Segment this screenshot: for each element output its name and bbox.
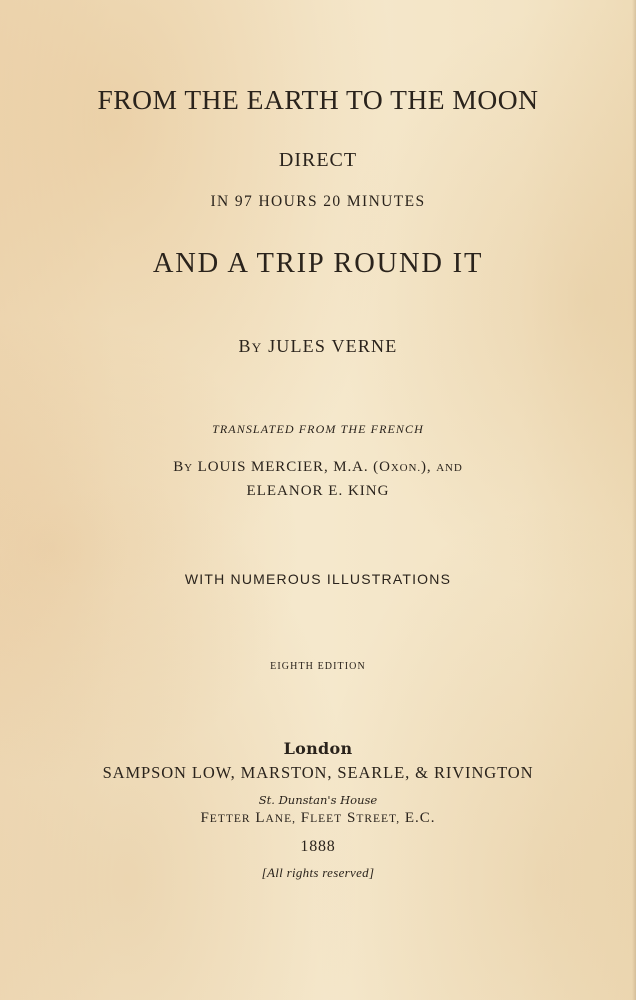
- street-part-5: E.C.: [404, 810, 436, 826]
- translator-1-name: LOUIS MERCIER, M.A. (: [197, 459, 380, 475]
- book-title: FROM THE EARTH TO THE MOON: [97, 84, 539, 115]
- translator-line-1: [0, 460, 636, 475]
- translator-1-close: ),: [421, 459, 432, 475]
- street-part-2-rest: ANE,: [265, 813, 297, 825]
- book-subtitle-direct: DIRECT: [278, 149, 358, 171]
- author-prefix-first: B: [238, 336, 252, 356]
- translator-1-degree-first: O: [379, 459, 391, 475]
- publication-year: 1888: [300, 838, 336, 855]
- street-part-3-first: F: [300, 810, 311, 826]
- journey-duration: IN 97 HOURS 20 MINUTES: [210, 193, 426, 210]
- street-part-4-rest: TREET,: [356, 813, 401, 825]
- illustrations-note: WITH NUMEROUS ILLUSTRATIONS: [184, 571, 452, 587]
- translator-2-name: ELEANOR E. KING: [246, 483, 390, 499]
- book-subtitle-trip: AND A TRIP ROUND IT: [152, 248, 484, 279]
- street-part-4-first: S: [346, 810, 357, 826]
- publisher-street: [0, 811, 636, 826]
- street-part-2-first: L: [255, 810, 266, 826]
- street-part-1-rest: ETTER: [209, 813, 251, 825]
- edition-label: EIGHTH EDITION: [270, 661, 366, 672]
- publisher-city: London: [283, 739, 353, 758]
- publisher-house: St. Dunstan's House: [258, 793, 378, 807]
- translated-note: TRANSLATED FROM THE FRENCH: [212, 422, 424, 436]
- translator-prefix-rest: Y: [184, 462, 194, 474]
- translator-and: AND: [436, 462, 463, 474]
- author-name: JULES VERNE: [268, 336, 398, 356]
- author-prefix-rest: Y: [251, 340, 263, 355]
- author-line: [0, 337, 636, 355]
- street-part-3-rest: LEET: [310, 813, 343, 825]
- rights-notice: [All rights reserved]: [261, 865, 375, 880]
- translator-1-degree-rest: XON.: [390, 462, 421, 474]
- street-part-1-first: F: [200, 810, 210, 826]
- publisher-name: SAMPSON LOW, MARSTON, SEARLE, & RIVINGTON: [102, 763, 534, 782]
- translator-prefix-first: B: [173, 459, 185, 475]
